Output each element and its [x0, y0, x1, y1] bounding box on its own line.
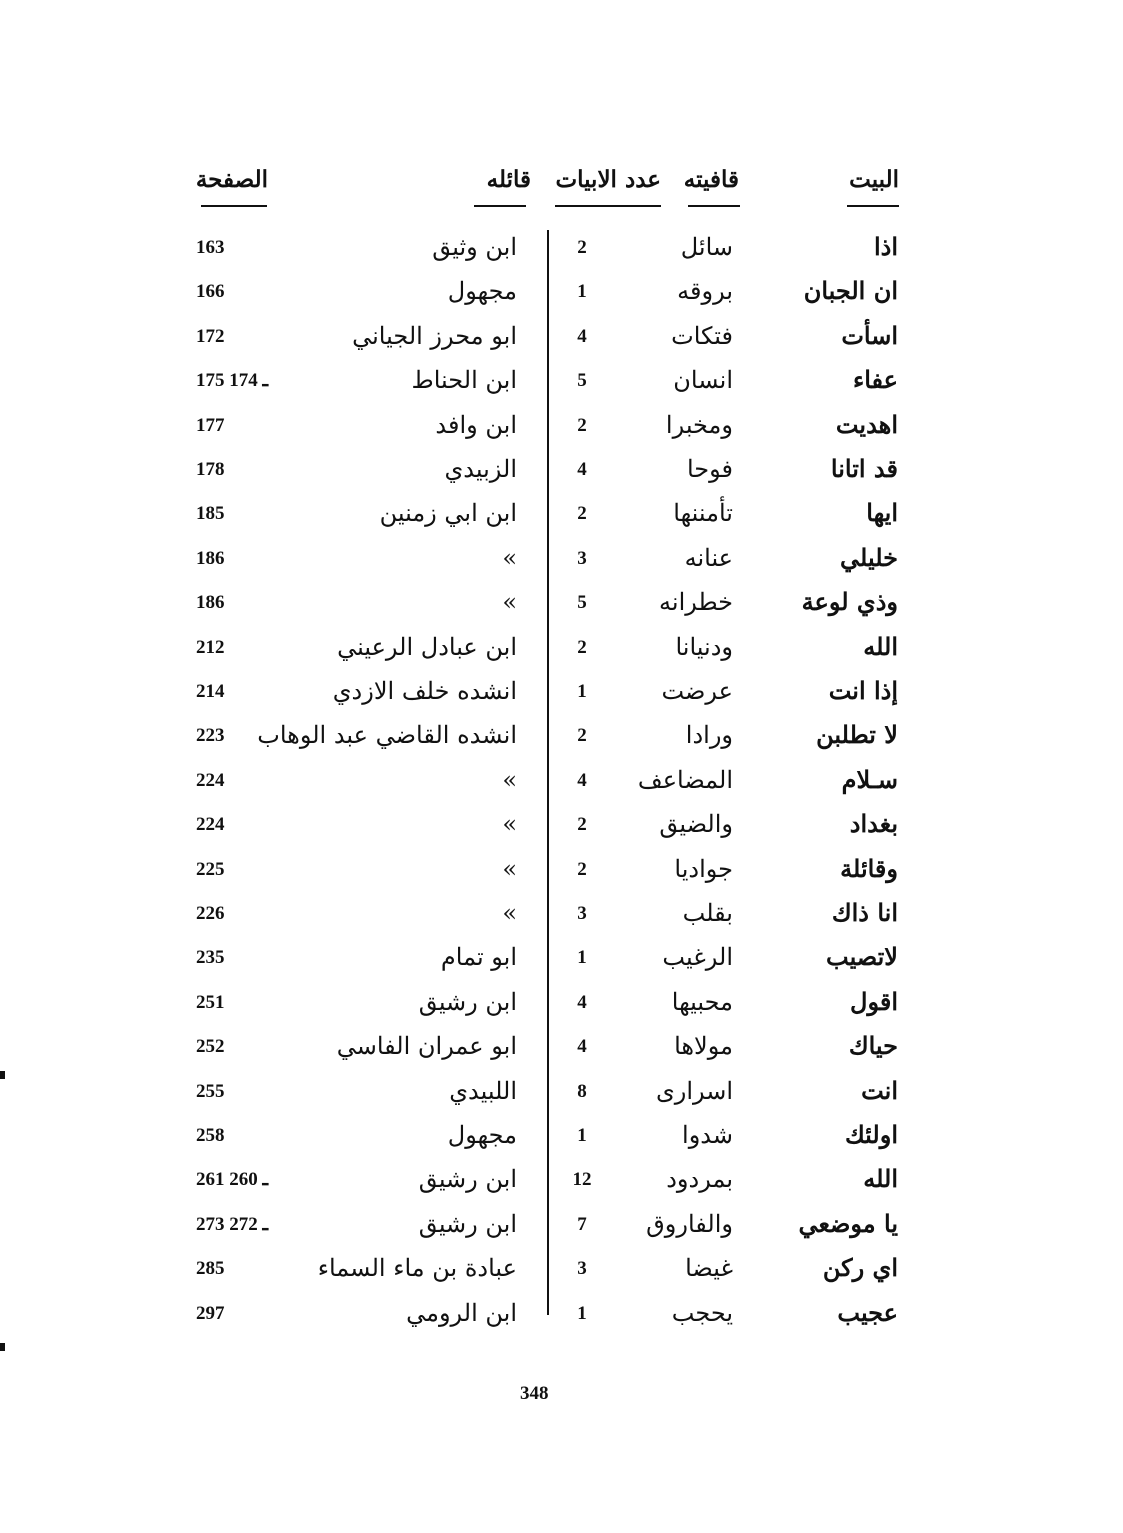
page-ref-cell: 252: [196, 1036, 225, 1057]
author-cell: »: [502, 899, 517, 927]
verse-cell: عجيب: [837, 1298, 898, 1327]
page-ref-cell: 255: [196, 1081, 225, 1102]
rhyme-cell: يحجب: [671, 1299, 733, 1327]
verse-cell: لاتصيب: [826, 942, 898, 971]
verse-count-cell: 1: [577, 681, 587, 702]
page-ref-cell: 177: [196, 415, 225, 436]
header-underline-page: [201, 205, 267, 207]
author-cell: ابن وثيق: [432, 233, 517, 261]
rhyme-cell: غيضا: [685, 1254, 733, 1282]
verse-cell: اي ركن: [822, 1253, 898, 1282]
verse-cell: عفاء: [852, 365, 898, 394]
rhyme-cell: جواديا: [674, 855, 733, 883]
verse-cell: الله: [863, 1164, 898, 1193]
author-cell: اللبيدي: [449, 1077, 517, 1105]
scan-edge-mark: [0, 1071, 5, 1079]
verse-count-cell: 8: [577, 1081, 587, 1102]
verse-count-cell: 4: [577, 770, 587, 791]
rhyme-cell: الرغيب: [662, 943, 733, 971]
header-underline-verse: [847, 205, 899, 207]
author-cell: ابو محرز الجياني: [352, 322, 517, 350]
rhyme-cell: مولاها: [674, 1032, 733, 1060]
verse-count-cell: 2: [577, 503, 587, 524]
author-cell: »: [502, 855, 517, 883]
verse-cell: حياك: [848, 1031, 898, 1060]
header-underline-rhyme: [688, 205, 740, 207]
verse-cell: اذا: [873, 232, 898, 261]
author-cell: »: [502, 544, 517, 572]
verse-count-cell: 4: [577, 1036, 587, 1057]
page-ref-cell: 223: [196, 725, 225, 746]
verse-cell: لا تطلبن: [816, 720, 898, 749]
verse-cell: ايها: [866, 498, 898, 527]
verse-cell: الله: [863, 632, 898, 661]
page-ref-cell: 251: [196, 992, 225, 1013]
verse-count-cell: 12: [572, 1169, 592, 1190]
verse-count-cell: 2: [577, 814, 587, 835]
rhyme-cell: خطرانه: [659, 588, 733, 616]
rhyme-cell: ودنيانا: [675, 633, 733, 661]
header-verse-count: عدد الابيات: [555, 166, 661, 193]
page-ref-cell: 163: [196, 237, 225, 258]
verse-count-cell: 5: [577, 592, 587, 613]
rhyme-cell: بروقه: [677, 277, 733, 305]
rhyme-cell: بمردود: [666, 1165, 733, 1193]
verse-cell: اسأت: [841, 321, 898, 350]
page-ref-cell: 212: [196, 637, 225, 658]
page-ref-cell: 297: [196, 1303, 225, 1324]
page-ref-cell: 186: [196, 592, 225, 613]
page-ref-cell: 261 ـ 260: [196, 1169, 269, 1190]
page-ref-cell: 225: [196, 859, 225, 880]
verse-count-cell: 1: [577, 947, 587, 968]
verse-cell: وذي لوعة: [801, 587, 898, 616]
header-author: قائله: [486, 166, 531, 193]
author-cell: انشده القاضي عبد الوهاب: [257, 721, 517, 749]
page-ref-cell: 172: [196, 326, 225, 347]
column-divider: [547, 230, 549, 1315]
verse-count-cell: 1: [577, 281, 587, 302]
verse-cell: اهديت: [835, 410, 898, 439]
rhyme-cell: بقلب: [682, 899, 733, 927]
header-rhyme: قافيته: [683, 166, 739, 193]
author-cell: انشده خلف الازدي: [332, 677, 517, 705]
rhyme-cell: سائل: [680, 233, 733, 261]
page-ref-cell: 214: [196, 681, 225, 702]
rhyme-cell: اسرارى: [655, 1077, 733, 1105]
verse-count-cell: 5: [577, 370, 587, 391]
author-cell: ابو تمام: [440, 943, 517, 971]
author-cell: »: [502, 766, 517, 794]
author-cell: ابن رشيق: [418, 1165, 517, 1193]
page-ref-cell: 226: [196, 903, 225, 924]
verse-cell: انت: [861, 1076, 898, 1105]
rhyme-cell: عرضت: [661, 677, 733, 705]
author-cell: مجهول: [447, 1121, 517, 1149]
author-cell: ابن وافد: [435, 411, 517, 439]
page-ref-cell: 166: [196, 281, 225, 302]
verse-count-cell: 2: [577, 415, 587, 436]
page-ref-cell: 175 ـ 174: [196, 370, 269, 391]
author-cell: الزبيدي: [444, 455, 517, 483]
verse-cell: اقول: [850, 987, 898, 1016]
verse-cell: سـلام: [841, 765, 898, 794]
author-cell: »: [502, 810, 517, 838]
verse-count-cell: 3: [577, 903, 587, 924]
verse-cell: يا موضعي: [798, 1209, 898, 1238]
verse-count-cell: 1: [577, 1303, 587, 1324]
verse-count-cell: 4: [577, 992, 587, 1013]
rhyme-cell: تأمننها: [673, 499, 733, 527]
rhyme-cell: شدوا: [682, 1121, 733, 1149]
page-ref-cell: 285: [196, 1258, 225, 1279]
scan-edge-mark: [0, 1343, 5, 1351]
page-ref-cell: 224: [196, 770, 225, 791]
verse-cell: انا ذاك: [831, 898, 898, 927]
rhyme-cell: المضاعف: [637, 766, 733, 794]
verse-cell: اولئك: [844, 1120, 898, 1149]
verse-count-cell: 2: [577, 859, 587, 880]
verse-count-cell: 4: [577, 459, 587, 480]
author-cell: »: [502, 588, 517, 616]
header-verse: البيت: [849, 166, 899, 193]
rhyme-cell: ورادا: [685, 721, 733, 749]
page-ref-cell: 186: [196, 548, 225, 569]
verse-cell: قد اتانا: [830, 454, 898, 483]
verse-cell: بغداد: [849, 809, 898, 838]
header-underline-author: [474, 205, 526, 207]
author-cell: ابن رشيق: [418, 988, 517, 1016]
verse-count-cell: 2: [577, 725, 587, 746]
verse-count-cell: 7: [577, 1214, 587, 1235]
author-cell: ابو عمران الفاسي: [336, 1032, 517, 1060]
author-cell: عبادة بن ماء السماء: [317, 1254, 517, 1282]
rhyme-cell: فوحا: [686, 455, 733, 483]
header-page: الصفحة: [195, 166, 268, 193]
author-cell: ابن عبادل الرعيني: [337, 633, 517, 661]
rhyme-cell: محبيها: [671, 988, 733, 1016]
verse-count-cell: 2: [577, 637, 587, 658]
rhyme-cell: ومخبرا: [665, 411, 733, 439]
verse-cell: ان الجبان: [803, 276, 898, 305]
rhyme-cell: انسان: [673, 366, 733, 394]
page-ref-cell: 235: [196, 947, 225, 968]
verse-cell: وقائلة: [840, 854, 898, 883]
page-ref-cell: 224: [196, 814, 225, 835]
verse-cell: إذا انت: [828, 676, 898, 705]
verse-count-cell: 3: [577, 1258, 587, 1279]
verse-cell: خليلي: [840, 543, 898, 572]
verse-count-cell: 4: [577, 326, 587, 347]
author-cell: ابن ابي زمنين: [379, 499, 517, 527]
page-number: 348: [520, 1383, 549, 1404]
page-ref-cell: 273 ـ 272: [196, 1214, 269, 1235]
author-cell: ابن الرومي: [406, 1299, 517, 1327]
verse-count-cell: 3: [577, 548, 587, 569]
page-ref-cell: 185: [196, 503, 225, 524]
rhyme-cell: والفاروق: [646, 1210, 733, 1238]
verse-count-cell: 2: [577, 237, 587, 258]
rhyme-cell: والضيق: [659, 810, 733, 838]
rhyme-cell: فتكات: [671, 322, 733, 350]
page-ref-cell: 178: [196, 459, 225, 480]
verse-count-cell: 1: [577, 1125, 587, 1146]
author-cell: مجهول: [447, 277, 517, 305]
header-underline-verse-count: [555, 205, 661, 207]
page-ref-cell: 258: [196, 1125, 225, 1146]
author-cell: ابن رشيق: [418, 1210, 517, 1238]
rhyme-cell: عنانه: [684, 544, 733, 572]
author-cell: ابن الحناط: [411, 366, 517, 394]
